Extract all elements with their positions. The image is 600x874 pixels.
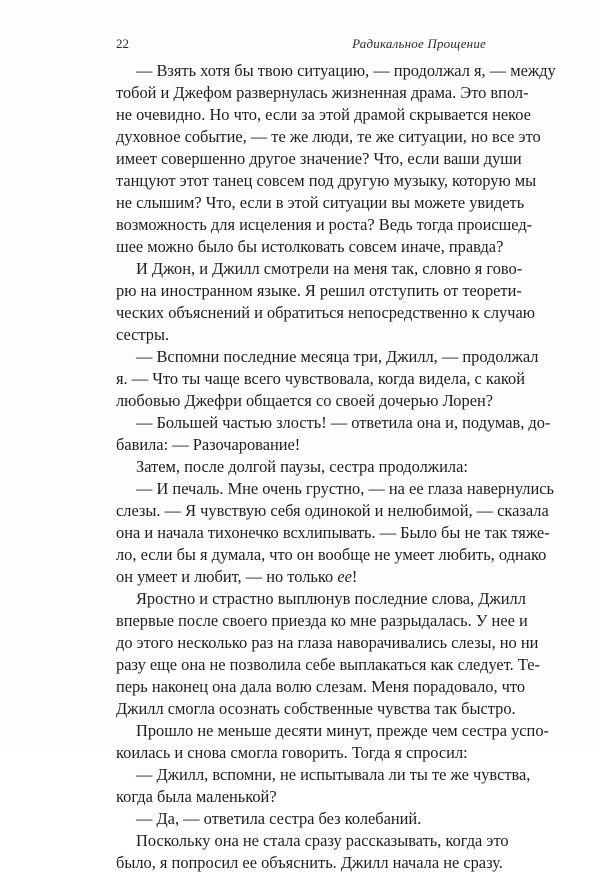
text-line-content: — Вспомни последние месяца три, Джилл, — продолжал (136, 347, 539, 366)
text-line-content: Затем, после долгой паузы, сестра продолжила: (136, 457, 468, 476)
text-line (116, 104, 531, 126)
text-line (116, 632, 539, 654)
running-title: Радикальное Прощение (352, 36, 486, 51)
text-line (116, 148, 522, 170)
text-line-content: она и начала тихонечко всхлипывать. — Было бы не так тяже- (116, 523, 550, 542)
text-line (116, 676, 526, 698)
text-line (116, 830, 509, 852)
text-line-tail: ! (351, 567, 358, 586)
text-line (116, 852, 503, 874)
text-line-content: духовное событие, — те же люди, те же ситуации, но все это (116, 127, 541, 146)
text-line (116, 192, 525, 214)
emphasis: ее (337, 567, 352, 586)
text-line (116, 214, 533, 236)
text-line (116, 60, 556, 82)
text-line-content: не очевидно. Но что, если за этой драмой скрывается некое (116, 105, 531, 124)
text-line (116, 302, 535, 324)
text-line-content: ло, если бы я думала, что он вообще не умеет любить, однако (116, 545, 547, 564)
text-line (116, 346, 539, 368)
text-line (116, 434, 487, 456)
text-line-content: — Джилл, вспомни, не испытывала ли ты те же чувства, (136, 765, 531, 784)
text-line (116, 390, 494, 412)
body-text (116, 60, 556, 874)
text-line-content: я. — Что ты чаще всего чувствовала, когда видела, с какой (116, 369, 526, 388)
text-line-content: — Взять хотя бы твою ситуацию, — продолжал я, — между (136, 61, 556, 80)
text-line-content: он умеет и любит, — но только (116, 567, 338, 586)
text-line-content: танцуют этот танец совсем под другую музыку, которую мы (116, 171, 537, 190)
page-header (116, 36, 486, 56)
text-line (116, 522, 550, 544)
text-line (116, 764, 531, 786)
text-line-content: рю на иностранном языке. Я решил отступить от теорети- (116, 281, 522, 300)
text-line-content: Джилл смогла осознать собственные чувства так быстро. (116, 699, 516, 718)
text-line-content: Прошло не меньше десяти минут, прежде чем сестра успо- (136, 721, 549, 740)
text-line-content: коилась и снова смогла говорить. Тогда я спросил: (116, 743, 468, 762)
text-line-content: когда была маленькой? (116, 787, 277, 806)
text-line (116, 654, 540, 676)
text-line-content: бавила: — Разочарование! (116, 435, 301, 454)
text-line-content: перь наконец она дала волю слезам. Меня порадовало, что (116, 677, 526, 696)
text-line-content: разу еще она не позволила себе выплакаться как следует. Те- (116, 655, 540, 674)
text-line (116, 500, 549, 522)
text-line-content: И Джон, и Джилл смотрели на меня так, словно я гово- (136, 259, 523, 278)
text-line (116, 456, 487, 478)
text-line (116, 742, 487, 764)
text-line-content: ческих объяснений и обратиться непосредственно к случаю (116, 303, 535, 322)
text-line (116, 324, 487, 346)
text-line (116, 82, 529, 104)
text-line (116, 720, 549, 742)
text-line-content: имеет совершенно другое значение? Что, если ваши души (116, 149, 522, 168)
text-line-content: шее можно было бы истолковать совсем иначе, правда? (116, 237, 504, 256)
text-line-content: тобой и Джефом развернулась жизненная драма. Это впол- (116, 83, 529, 102)
text-line (116, 808, 487, 830)
text-line (116, 588, 526, 610)
text-line-content: Поскольку она не стала сразу рассказывать, когда это (136, 831, 509, 850)
text-line-content: сестры. (116, 325, 170, 344)
text-line-content: было, я попросил ее объяснить. Джилл начала не сразу. (116, 853, 503, 872)
text-line-content: до этого несколько раз на глаза наворачивались слезы, но ни (116, 633, 539, 652)
text-line (116, 236, 504, 258)
text-line-content: — Большей частью злость! — ответила она и, подумав, до- (136, 413, 551, 432)
text-line (116, 368, 526, 390)
text-line (116, 280, 522, 302)
text-line-content: слезы. — Я чувствую себя одинокой и нелюбимой, — сказала (116, 501, 549, 520)
text-line (116, 698, 516, 720)
text-line-content: — Да, — ответила сестра без колебаний. (136, 809, 422, 828)
text-line-content: Яростно и страстно выплюнув последние слова, Джилл (136, 589, 526, 608)
text-line (116, 478, 554, 500)
text-line-content: впервые после своего приезда ко мне разрыдалась. У нее и (116, 611, 528, 630)
text-line (116, 258, 523, 280)
text-line-content: не слышим? Что, если в этой ситуации вы можете увидеть (116, 193, 525, 212)
text-line (116, 170, 537, 192)
text-line-content: любовью Джефри общается со своей дочерью Лорен? (116, 391, 494, 410)
text-line (116, 610, 528, 632)
text-line-content: — И печаль. Мне очень грустно, — на ее глаза навернулись (136, 479, 554, 498)
text-line (116, 544, 547, 566)
text-line (116, 412, 551, 434)
text-line (116, 566, 487, 588)
text-line (116, 126, 541, 148)
text-line (116, 786, 487, 808)
text-line-content: возможность для исцеления и роста? Ведь тогда происшед- (116, 215, 533, 234)
page-number: 22 (116, 36, 129, 51)
